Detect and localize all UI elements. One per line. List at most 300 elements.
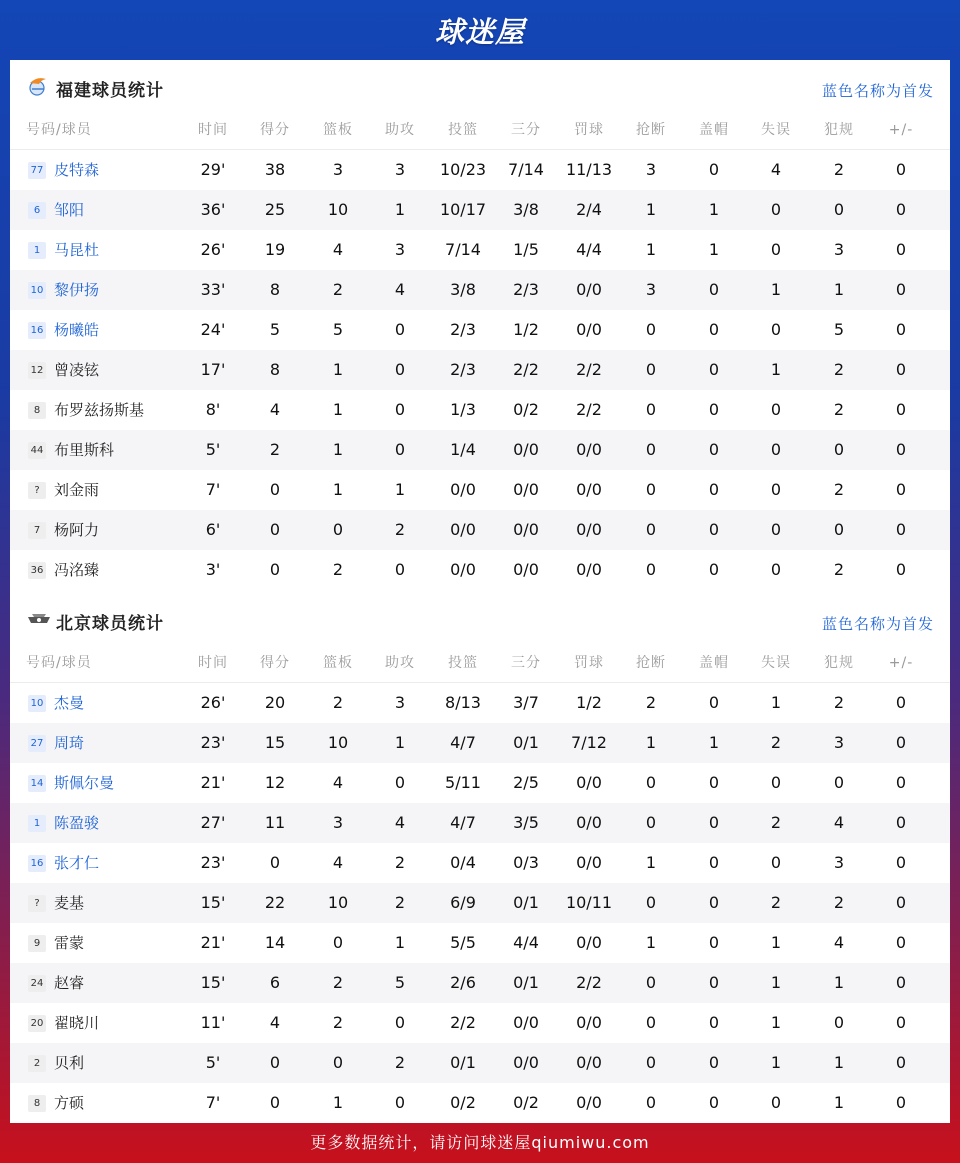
stat-plus-minus: 0: [895, 240, 907, 259]
stat-plus-minus: 0: [895, 893, 907, 912]
table-row[interactable]: [10, 310, 950, 350]
column-header-rebounds: 篮板: [323, 122, 353, 138]
team-section-fujian: [10, 60, 950, 590]
stat-points: 19: [264, 240, 286, 259]
stat-three-pt: 0/0: [513, 1053, 539, 1072]
stat-plus-minus: 0: [895, 400, 907, 419]
stat-steals: 0: [645, 1053, 657, 1072]
stat-time: 27': [200, 813, 226, 832]
column-header-fouls: 犯规: [824, 122, 854, 138]
stat-turnovers: 0: [770, 520, 782, 539]
stat-three-pt: 4/4: [513, 933, 539, 952]
stat-fouls: 1: [833, 973, 845, 992]
stat-steals: 1: [645, 240, 657, 259]
jersey-number-badge: 20: [28, 1015, 46, 1032]
stats-panel: [10, 60, 950, 1123]
stat-turnovers: 1: [770, 693, 782, 712]
stat-plus-minus: 0: [895, 1053, 907, 1072]
stat-plus-minus: 0: [895, 813, 907, 832]
stat-steals: 0: [645, 1013, 657, 1032]
stat-turnovers: 1: [770, 1053, 782, 1072]
stat-assists: 2: [394, 1053, 406, 1072]
stat-rebounds: 1: [332, 1093, 344, 1112]
stat-time: 15': [200, 893, 226, 912]
player-name: 麦基: [54, 894, 85, 912]
stat-blocks: 0: [708, 360, 720, 379]
player-name[interactable]: 杰曼: [54, 694, 85, 712]
stat-time: 5': [205, 1053, 221, 1072]
stat-steals: 1: [645, 933, 657, 952]
stat-ft: 2/2: [576, 400, 602, 419]
stat-ft: 0/0: [576, 773, 602, 792]
stat-points: 12: [264, 773, 286, 792]
stat-plus-minus: 0: [895, 853, 907, 872]
stat-assists: 0: [394, 360, 406, 379]
stat-rebounds: 10: [327, 893, 349, 912]
stat-points: 14: [264, 933, 286, 952]
stat-steals: 0: [645, 973, 657, 992]
stat-blocks: 0: [708, 853, 720, 872]
stat-blocks: 0: [708, 400, 720, 419]
column-header-points: 得分: [260, 122, 290, 138]
stat-fouls: 2: [833, 360, 845, 379]
stat-plus-minus: 0: [895, 773, 907, 792]
stat-turnovers: 0: [770, 480, 782, 499]
stat-steals: 0: [645, 560, 657, 579]
column-header-steals: 抢断: [636, 655, 666, 671]
player-name: 方硕: [54, 1094, 85, 1112]
stat-fg: 2/2: [450, 1013, 476, 1032]
jersey-number-badge: 10: [28, 282, 46, 299]
stat-plus-minus: 0: [895, 1013, 907, 1032]
stat-plus-minus: 0: [895, 280, 907, 299]
stat-ft: 7/12: [571, 733, 607, 752]
stat-plus-minus: 0: [895, 520, 907, 539]
stat-rebounds: 1: [332, 480, 344, 499]
stat-three-pt: 2/2: [513, 360, 539, 379]
stat-blocks: 0: [708, 480, 720, 499]
stat-points: 5: [269, 320, 281, 339]
stat-rebounds: 1: [332, 360, 344, 379]
table-row[interactable]: [10, 683, 950, 723]
stat-blocks: 0: [708, 893, 720, 912]
stat-rebounds: 0: [332, 1053, 344, 1072]
jersey-number-badge: 77: [28, 162, 46, 179]
stat-three-pt: 1/5: [513, 240, 539, 259]
stat-rebounds: 2: [332, 280, 344, 299]
column-header-turnovers: 失误: [761, 655, 791, 671]
table-row[interactable]: [10, 883, 950, 923]
stat-steals: 0: [645, 480, 657, 499]
stat-time: 7': [205, 1093, 221, 1112]
stat-plus-minus: 0: [895, 480, 907, 499]
stat-three-pt: 2/3: [513, 280, 539, 299]
table-row[interactable]: [10, 430, 950, 470]
section-title: 福建球员统计: [56, 81, 164, 101]
stat-points: 8: [269, 360, 281, 379]
stat-rebounds: 2: [332, 973, 344, 992]
stat-three-pt: 2/5: [513, 773, 539, 792]
stat-steals: 3: [645, 280, 657, 299]
table-row[interactable]: [10, 1083, 950, 1123]
table-row[interactable]: [10, 803, 950, 843]
jersey-number-badge: 7: [28, 522, 46, 539]
stat-turnovers: 1: [770, 1013, 782, 1032]
stat-plus-minus: 0: [895, 440, 907, 459]
jersey-number-badge: 12: [28, 362, 46, 379]
stat-fg: 2/3: [450, 360, 476, 379]
table-row[interactable]: [10, 190, 950, 230]
fujian-team-logo-icon: [26, 75, 52, 97]
stat-plus-minus: 0: [895, 360, 907, 379]
stat-fg: 2/3: [450, 320, 476, 339]
stat-ft: 0/0: [576, 1093, 602, 1112]
stat-fouls: 0: [833, 520, 845, 539]
stat-fg: 5/11: [445, 773, 481, 792]
stat-fg: 4/7: [450, 733, 476, 752]
stat-blocks: 0: [708, 773, 720, 792]
stat-time: 26': [200, 693, 226, 712]
stat-ft: 4/4: [576, 240, 602, 259]
stat-three-pt: 0/0: [513, 560, 539, 579]
table-row[interactable]: [10, 923, 950, 963]
stat-turnovers: 0: [770, 773, 782, 792]
stat-points: 8: [269, 280, 281, 299]
stat-time: 17': [200, 360, 226, 379]
player-name[interactable]: 张才仁: [54, 854, 100, 872]
stat-assists: 4: [394, 813, 406, 832]
stat-time: 33': [200, 280, 226, 299]
stat-turnovers: 2: [770, 813, 782, 832]
column-header-plus-minus: +/-: [888, 655, 914, 671]
stat-steals: 0: [645, 320, 657, 339]
stat-ft: 0/0: [576, 1053, 602, 1072]
stat-fg: 8/13: [445, 693, 481, 712]
stat-rebounds: 1: [332, 440, 344, 459]
stat-assists: 3: [394, 693, 406, 712]
column-header-assists: 助攻: [385, 655, 415, 671]
player-name: 曾凌铉: [54, 361, 100, 379]
column-header-rebounds: 篮板: [323, 655, 353, 671]
table-row[interactable]: [10, 1003, 950, 1043]
jersey-number-badge: ?: [28, 895, 46, 912]
column-header-ft: 罚球: [574, 122, 604, 138]
stat-three-pt: 0/0: [513, 440, 539, 459]
stat-fouls: 3: [833, 733, 845, 752]
player-name[interactable]: 斯佩尔曼: [54, 774, 115, 792]
stat-steals: 1: [645, 733, 657, 752]
stat-fg: 0/0: [450, 520, 476, 539]
stat-turnovers: 0: [770, 1093, 782, 1112]
table-row[interactable]: [10, 1043, 950, 1083]
player-name: 冯洺臻: [54, 561, 100, 579]
stat-points: 22: [264, 893, 286, 912]
stat-ft: 0/0: [576, 440, 602, 459]
stat-rebounds: 0: [332, 520, 344, 539]
stat-blocks: 0: [708, 973, 720, 992]
stat-turnovers: 1: [770, 933, 782, 952]
stat-fouls: 0: [833, 1013, 845, 1032]
stat-ft: 0/0: [576, 560, 602, 579]
player-name[interactable]: 马昆杜: [54, 241, 100, 259]
stat-fg: 0/0: [450, 480, 476, 499]
column-header-three-pt: 三分: [511, 122, 541, 138]
stat-assists: 0: [394, 400, 406, 419]
stat-fg: 0/2: [450, 1093, 476, 1112]
stat-rebounds: 0: [332, 933, 344, 952]
player-name: 布罗兹扬斯基: [54, 401, 145, 419]
team-section-beijing: [10, 593, 950, 1123]
stat-time: 23': [200, 733, 226, 752]
stat-plus-minus: 0: [895, 973, 907, 992]
table-row[interactable]: [10, 470, 950, 510]
starter-note: 蓝色名称为首发: [821, 82, 934, 100]
stat-fouls: 2: [833, 893, 845, 912]
stat-blocks: 0: [708, 933, 720, 952]
stat-assists: 1: [394, 200, 406, 219]
stat-rebounds: 10: [327, 733, 349, 752]
player-name[interactable]: 杨曦皓: [54, 321, 100, 339]
column-header-plus-minus: +/-: [888, 122, 914, 138]
column-header-turnovers: 失误: [761, 122, 791, 138]
table-row[interactable]: [10, 270, 950, 310]
column-header-fg: 投篮: [448, 122, 478, 138]
player-name[interactable]: 陈盈骏: [54, 814, 100, 832]
column-header-fg: 投篮: [448, 655, 478, 671]
stat-ft: 0/0: [576, 280, 602, 299]
table-row[interactable]: [10, 843, 950, 883]
stat-turnovers: 2: [770, 893, 782, 912]
player-name: 刘金雨: [54, 481, 100, 499]
stat-assists: 3: [394, 160, 406, 179]
stat-turnovers: 1: [770, 360, 782, 379]
stat-rebounds: 3: [332, 160, 344, 179]
player-name[interactable]: 皮特森: [54, 161, 100, 179]
stat-time: 21': [200, 933, 226, 952]
table-row[interactable]: [10, 150, 950, 190]
stat-steals: 0: [645, 773, 657, 792]
table-row[interactable]: [10, 390, 950, 430]
stat-turnovers: 2: [770, 733, 782, 752]
stat-three-pt: 0/0: [513, 1013, 539, 1032]
stat-ft: 10/11: [565, 893, 613, 912]
stat-ft: 0/0: [576, 1013, 602, 1032]
stat-fouls: 0: [833, 440, 845, 459]
player-name[interactable]: 黎伊扬: [54, 281, 100, 299]
stat-blocks: 0: [708, 320, 720, 339]
jersey-number-badge: 16: [28, 855, 46, 872]
stat-three-pt: 3/8: [513, 200, 539, 219]
stat-turnovers: 0: [770, 560, 782, 579]
stat-assists: 1: [394, 480, 406, 499]
stat-three-pt: 0/0: [513, 520, 539, 539]
player-rows: [10, 683, 950, 1123]
player-name: 杨阿力: [54, 521, 100, 539]
footer-link[interactable]: 更多数据统计，请访问球迷屋qiumiwu.com: [310, 1133, 650, 1152]
stat-blocks: 0: [708, 520, 720, 539]
stat-three-pt: 0/1: [513, 973, 539, 992]
stat-turnovers: 0: [770, 400, 782, 419]
site-logo: 球迷屋: [434, 14, 525, 49]
jersey-number-badge: 8: [28, 1095, 46, 1112]
stat-three-pt: 3/7: [513, 693, 539, 712]
stat-assists: 0: [394, 440, 406, 459]
stat-plus-minus: 0: [895, 1093, 907, 1112]
player-rows: [10, 150, 950, 590]
player-name: 赵睿: [54, 974, 85, 992]
stat-points: 15: [264, 733, 286, 752]
stat-turnovers: 4: [770, 160, 782, 179]
beijing-team-logo-icon: [26, 608, 52, 630]
stat-ft: 11/13: [565, 160, 613, 179]
stat-ft: 2/4: [576, 200, 602, 219]
stat-three-pt: 0/1: [513, 733, 539, 752]
stat-blocks: 0: [708, 160, 720, 179]
stat-blocks: 0: [708, 1053, 720, 1072]
stat-ft: 0/0: [576, 933, 602, 952]
stat-assists: 1: [394, 733, 406, 752]
stat-turnovers: 1: [770, 280, 782, 299]
stat-steals: 0: [645, 813, 657, 832]
table-row[interactable]: [10, 230, 950, 270]
table-row[interactable]: [10, 550, 950, 590]
stat-rebounds: 10: [327, 200, 349, 219]
stat-rebounds: 2: [332, 1013, 344, 1032]
stat-time: 6': [205, 520, 221, 539]
stat-fouls: 2: [833, 480, 845, 499]
stat-plus-minus: 0: [895, 200, 907, 219]
stat-ft: 0/0: [576, 480, 602, 499]
table-row[interactable]: [10, 350, 950, 390]
stat-fouls: 4: [833, 933, 845, 952]
stat-blocks: 0: [708, 1093, 720, 1112]
player-name[interactable]: 周琦: [54, 734, 85, 752]
stat-plus-minus: 0: [895, 693, 907, 712]
stat-assists: 1: [394, 933, 406, 952]
stat-time: 23': [200, 853, 226, 872]
table-row[interactable]: [10, 963, 950, 1003]
table-row[interactable]: [10, 723, 950, 763]
column-header-three-pt: 三分: [511, 655, 541, 671]
player-name: 雷蒙: [54, 934, 85, 952]
stat-assists: 0: [394, 773, 406, 792]
stat-time: 21': [200, 773, 226, 792]
stat-assists: 0: [394, 1013, 406, 1032]
column-header-fouls: 犯规: [824, 655, 854, 671]
table-row[interactable]: [10, 510, 950, 550]
stat-rebounds: 4: [332, 773, 344, 792]
jersey-number-badge: 14: [28, 775, 46, 792]
jersey-number-badge: 24: [28, 975, 46, 992]
stat-turnovers: 0: [770, 853, 782, 872]
stat-fouls: 1: [833, 280, 845, 299]
section-header: [10, 593, 950, 643]
stat-rebounds: 5: [332, 320, 344, 339]
stat-fouls: 3: [833, 853, 845, 872]
jersey-number-badge: 1: [28, 242, 46, 259]
stat-assists: 5: [394, 973, 406, 992]
stat-fg: 4/7: [450, 813, 476, 832]
stat-blocks: 0: [708, 813, 720, 832]
stat-three-pt: 7/14: [508, 160, 544, 179]
stat-points: 38: [264, 160, 286, 179]
stat-points: 0: [269, 560, 281, 579]
jersey-number-badge: 2: [28, 1055, 46, 1072]
column-header-points: 得分: [260, 655, 290, 671]
stat-fg: 10/23: [439, 160, 487, 179]
jersey-number-badge: 8: [28, 402, 46, 419]
stat-time: 3': [205, 560, 221, 579]
column-header-time: 时间: [198, 122, 228, 138]
stat-steals: 0: [645, 360, 657, 379]
player-name: 贝利: [54, 1054, 85, 1072]
stat-points: 0: [269, 1053, 281, 1072]
stat-points: 4: [269, 400, 281, 419]
stat-rebounds: 4: [332, 853, 344, 872]
stat-ft: 0/0: [576, 320, 602, 339]
stat-assists: 0: [394, 1093, 406, 1112]
column-header-time: 时间: [198, 655, 228, 671]
stat-fg: 1/3: [450, 400, 476, 419]
stat-three-pt: 1/2: [513, 320, 539, 339]
stat-points: 11: [264, 813, 286, 832]
stat-ft: 2/2: [576, 973, 602, 992]
stat-fouls: 0: [833, 773, 845, 792]
stat-plus-minus: 0: [895, 160, 907, 179]
stat-turnovers: 0: [770, 200, 782, 219]
stat-points: 20: [264, 693, 286, 712]
stat-three-pt: 0/2: [513, 1093, 539, 1112]
stat-blocks: 0: [708, 280, 720, 299]
table-row[interactable]: [10, 763, 950, 803]
stat-three-pt: 0/0: [513, 480, 539, 499]
stat-fg: 3/8: [450, 280, 476, 299]
stat-plus-minus: 0: [895, 320, 907, 339]
stat-rebounds: 1: [332, 400, 344, 419]
stat-assists: 2: [394, 520, 406, 539]
stat-fouls: 2: [833, 400, 845, 419]
stat-rebounds: 2: [332, 693, 344, 712]
column-header-assists: 助攻: [385, 122, 415, 138]
stat-ft: 0/0: [576, 853, 602, 872]
stat-time: 15': [200, 973, 226, 992]
starter-note: 蓝色名称为首发: [821, 615, 934, 633]
stat-fg: 5/5: [450, 933, 476, 952]
stat-steals: 3: [645, 160, 657, 179]
stat-plus-minus: 0: [895, 560, 907, 579]
stat-fouls: 1: [833, 1053, 845, 1072]
stat-three-pt: 0/1: [513, 893, 539, 912]
stat-time: 36': [200, 200, 226, 219]
stat-assists: 0: [394, 560, 406, 579]
stat-fouls: 2: [833, 693, 845, 712]
stat-three-pt: 3/5: [513, 813, 539, 832]
stat-time: 11': [200, 1013, 226, 1032]
stat-steals: 0: [645, 520, 657, 539]
stat-rebounds: 4: [332, 240, 344, 259]
stat-blocks: 0: [708, 1013, 720, 1032]
jersey-number-badge: 16: [28, 322, 46, 339]
stat-fg: 0/1: [450, 1053, 476, 1072]
stat-points: 0: [269, 1093, 281, 1112]
jersey-number-badge: 1: [28, 815, 46, 832]
column-header-player: 号码/球员: [26, 122, 92, 138]
stat-turnovers: 0: [770, 240, 782, 259]
column-header-blocks: 盖帽: [699, 122, 729, 138]
stat-assists: 2: [394, 893, 406, 912]
player-name[interactable]: 邹阳: [54, 201, 85, 219]
stat-three-pt: 0/3: [513, 853, 539, 872]
